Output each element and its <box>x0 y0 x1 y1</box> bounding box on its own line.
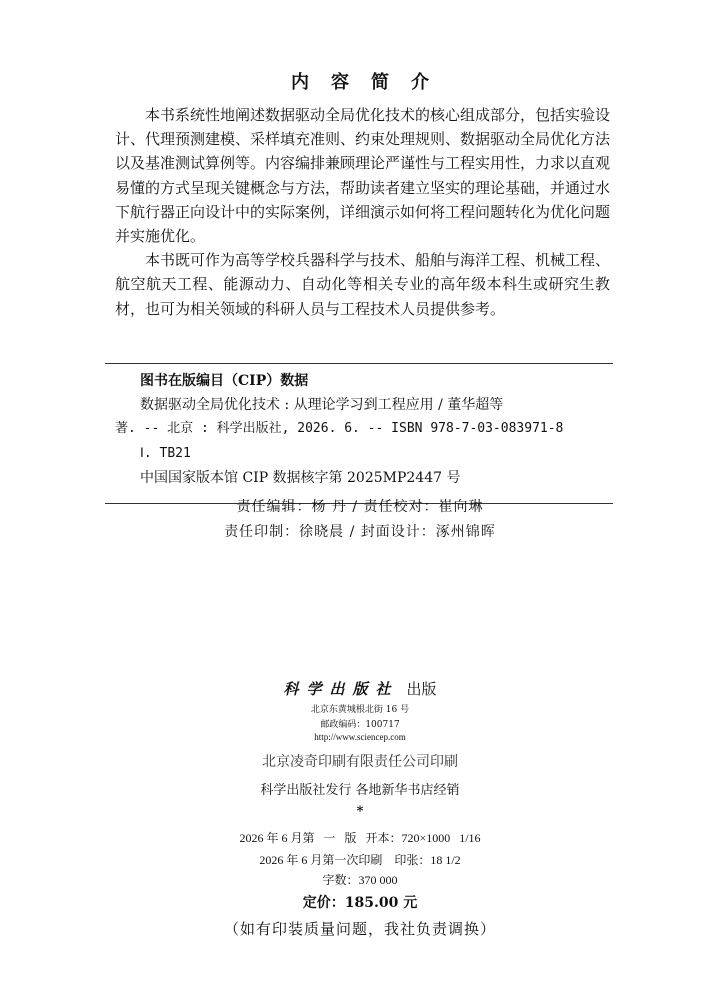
printer-line: 北京凌奇印刷有限责任公司印刷 <box>262 754 458 770</box>
distribution-line: 科学出版社发行 各地新华书店经销 <box>260 783 460 798</box>
intro-paragraph-1: 本书系统性地阐述数据驱动全局优化技术的核心组成部分，包括实验设计、代理预测建模、采样填充准则、约束处理规则、数据驱动全局优化方法以及基准测试算例等。内容编排兼顾理论严谨性与工程实用性，力求以直观易懂的方式呈现关键概念与方法，帮助读者建立坚实的理论基础，并通过水下航行器正向设计中的实际案例，详细演示如何将工程问题转化为优化问题并实施优化。 <box>115 106 611 246</box>
publisher-address: 北京东黄城根北街 16 号 <box>310 705 410 715</box>
edition-line: 2026 年 6 月第 一 版 开本：720×1000 1/16 <box>239 831 481 845</box>
wordcount-line: 字数：370 000 <box>322 873 398 887</box>
cip-title-line: 数据驱动全局优化技术 : 从理论学习到工程应用 / 董华超等 <box>140 397 504 414</box>
price-line: 定价：185.00 元 <box>302 895 418 911</box>
cip-classification-line: Ⅰ. TB21 <box>140 445 191 461</box>
cip-heading: 图书在版编目（CIP）数据 <box>140 373 309 389</box>
printing-line: 2026 年 6 月第一次印刷 印张：18 1/2 <box>259 853 461 867</box>
editors-line-2: 责任印制：徐晓晨 / 封面设计：涿州锦晖 <box>224 524 496 540</box>
cip-block <box>115 369 613 490</box>
quality-notice: （如有印装质量问题，我社负责调换） <box>223 920 496 938</box>
publisher-logo: 科学出版社 <box>283 680 399 698</box>
publisher-line <box>0 678 720 699</box>
cip-publication-line: 著. -- 北京 : 科学出版社, 2026. 6. -- ISBN 978-7-03-083971-8 <box>115 421 564 437</box>
intro-paragraph-2: 本书既可作为高等学校兵器科学与技术、船舶与海洋工程、机械工程、航空航天工程、能源动力、自动化等相关专业的高年级本科生或研究生教材，也可为相关领域的科研人员与工程技术人员提供参考。 <box>115 251 611 318</box>
cip-top-rule <box>105 363 613 364</box>
publisher-website: http://www.sciencep.com <box>314 732 406 742</box>
separator-star: * <box>356 804 364 819</box>
cip-record-number: 中国国家版本馆 CIP 数据核字第 2025MP2447 号 <box>140 469 461 486</box>
intro-title: 内容简介 <box>291 72 451 93</box>
publisher-postcode: 邮政编码：100717 <box>320 720 400 730</box>
intro-body <box>115 103 610 321</box>
publisher-suffix: 出版 <box>406 682 437 698</box>
editors-line-1: 责任编辑：杨 丹 / 责任校对：崔向琳 <box>236 499 484 515</box>
